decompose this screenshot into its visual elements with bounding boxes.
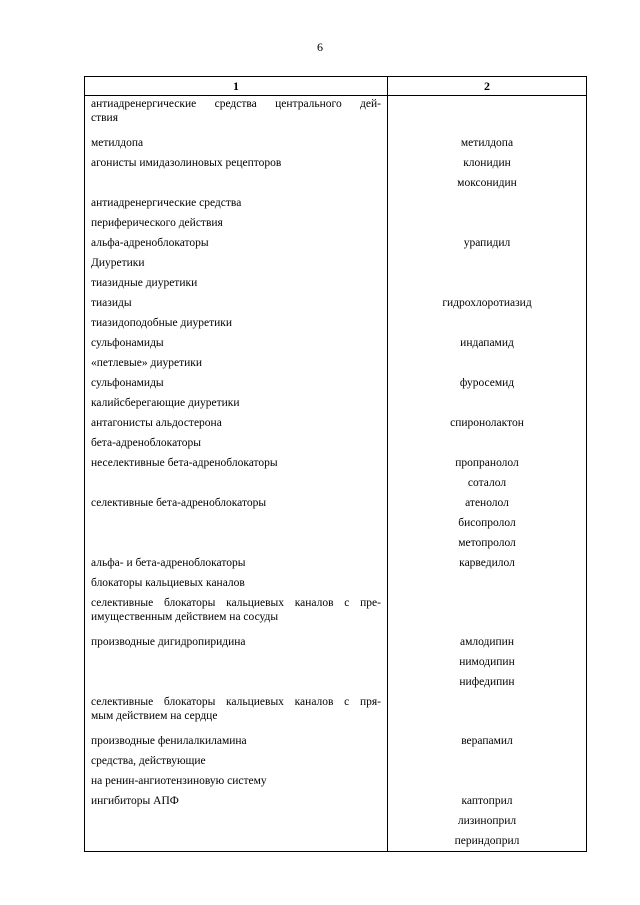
- table-row: [85, 493, 587, 513]
- category-cell: [85, 672, 388, 692]
- category-cell: [85, 213, 388, 233]
- category-cell: [85, 313, 388, 333]
- table-row: [85, 373, 587, 393]
- table-row: [85, 273, 587, 293]
- table-row: [85, 96, 587, 129]
- table-row: [85, 771, 587, 791]
- category-line: калийсберегающие диуретики: [91, 397, 240, 409]
- category-cell: [85, 791, 388, 811]
- table-row: [85, 173, 587, 193]
- category-line: селективные блокаторы кальциевых каналов с пре-: [91, 597, 381, 609]
- category-cell: [85, 413, 388, 433]
- category-cell: [85, 128, 388, 153]
- table-row: [85, 473, 587, 493]
- category-cell: [85, 353, 388, 373]
- table-row: [85, 751, 587, 771]
- page-number: 6: [317, 40, 323, 54]
- category-line: неселективные бета-адреноблокаторы: [91, 457, 278, 469]
- table-header-row: [85, 77, 587, 96]
- drug-name-cell: атенолол: [388, 493, 587, 513]
- drug-name-cell: моксонидин: [388, 173, 587, 193]
- table-row: [85, 413, 587, 433]
- table-row: [85, 627, 587, 652]
- table-row: [85, 692, 587, 726]
- category-cell: [85, 771, 388, 791]
- table-row: [85, 253, 587, 273]
- drug-table: [84, 76, 587, 852]
- category-cell: [85, 173, 388, 193]
- table-row: [85, 831, 587, 852]
- table-row: [85, 652, 587, 672]
- category-cell: [85, 373, 388, 393]
- category-line: бета-адреноблокаторы: [91, 437, 201, 449]
- drug-name-cell: [388, 593, 587, 627]
- drug-name-cell: клонидин: [388, 153, 587, 173]
- category-cell: [85, 573, 388, 593]
- drug-name-cell: [388, 253, 587, 273]
- drug-name-cell: спиронолактон: [388, 413, 587, 433]
- category-line: антиадренергические средства центрального дей-: [91, 98, 381, 110]
- category-cell: [85, 233, 388, 253]
- category-line: производные дигидропиридина: [91, 636, 246, 648]
- category-cell: [85, 293, 388, 313]
- category-line: альфа-адреноблокаторы: [91, 237, 209, 249]
- category-line: альфа- и бета-адреноблокаторы: [91, 557, 246, 569]
- category-line: мым действием на сердце: [91, 710, 218, 722]
- category-cell: [85, 253, 388, 273]
- category-line: селективные бета-адреноблокаторы: [91, 497, 267, 509]
- category-line: метилдопа: [91, 137, 144, 149]
- column-header-2: 2: [388, 77, 587, 96]
- drug-name-cell: каптоприл: [388, 791, 587, 811]
- category-line: производные фенилалкиламина: [91, 735, 247, 747]
- drug-name-cell: [388, 96, 587, 129]
- category-line: селективные блокаторы кальциевых каналов с пря-: [91, 696, 381, 708]
- category-cell: [85, 193, 388, 213]
- drug-name-cell: [388, 393, 587, 413]
- drug-name-cell: метилдопа: [388, 128, 587, 153]
- table-row: [85, 153, 587, 173]
- table-row: [85, 233, 587, 253]
- drug-name-cell: урапидил: [388, 233, 587, 253]
- table-row: [85, 293, 587, 313]
- category-cell: [85, 493, 388, 513]
- category-line: ингибиторы АПФ: [91, 795, 179, 807]
- drug-name-cell: [388, 692, 587, 726]
- category-cell: [85, 473, 388, 493]
- drug-name-cell: индапамид: [388, 333, 587, 353]
- category-cell: [85, 751, 388, 771]
- drug-name-cell: бисопролол: [388, 513, 587, 533]
- category-cell: [85, 96, 388, 129]
- table-row: [85, 453, 587, 473]
- drug-name-cell: метопролол: [388, 533, 587, 553]
- category-line: антиадренергические средства: [91, 197, 242, 209]
- table-row: [85, 533, 587, 553]
- column-header-1: 1: [85, 77, 388, 96]
- category-line: сульфонамиды: [91, 377, 164, 389]
- drug-name-cell: [388, 193, 587, 213]
- category-line: Диуретики: [91, 257, 145, 269]
- category-line: блокаторы кальциевых каналов: [91, 577, 245, 589]
- category-line: на ренин-ангиотензиновую систему: [91, 775, 267, 787]
- table-row: [85, 791, 587, 811]
- drug-name-cell: гидрохлоротиазид: [388, 293, 587, 313]
- table-row: [85, 333, 587, 353]
- category-cell: [85, 333, 388, 353]
- table-row: [85, 433, 587, 453]
- category-line: антагонисты альдостерона: [91, 417, 222, 429]
- category-cell: [85, 692, 388, 726]
- table-row: [85, 811, 587, 831]
- category-line: тиазидоподобные диуретики: [91, 317, 232, 329]
- drug-name-cell: лизиноприл: [388, 811, 587, 831]
- table-row: [85, 513, 587, 533]
- table-row: [85, 553, 587, 573]
- category-line: «петлевые» диуретики: [91, 357, 203, 369]
- drug-name-cell: [388, 433, 587, 453]
- table-row: [85, 593, 587, 627]
- category-cell: [85, 513, 388, 533]
- drug-name-cell: нимодипин: [388, 652, 587, 672]
- category-line: ствия: [91, 112, 119, 124]
- category-cell: [85, 553, 388, 573]
- category-line: имущественным действием на сосуды: [91, 611, 279, 623]
- drug-name-cell: [388, 751, 587, 771]
- drug-name-cell: [388, 213, 587, 233]
- drug-name-cell: соталол: [388, 473, 587, 493]
- drug-name-cell: нифедипин: [388, 672, 587, 692]
- table-row: [85, 726, 587, 751]
- table-row: [85, 353, 587, 373]
- drug-name-cell: периндоприл: [388, 831, 587, 852]
- category-line: средства, действующие: [91, 755, 206, 767]
- category-line: тиазидные диуретики: [91, 277, 198, 289]
- category-cell: [85, 433, 388, 453]
- category-line: сульфонамиды: [91, 337, 164, 349]
- drug-name-cell: амлодипин: [388, 627, 587, 652]
- category-cell: [85, 593, 388, 627]
- drug-name-cell: карведилол: [388, 553, 587, 573]
- category-cell: [85, 273, 388, 293]
- category-line: тиазиды: [91, 297, 132, 309]
- table-row: [85, 193, 587, 213]
- table-row: [85, 393, 587, 413]
- table-row: [85, 672, 587, 692]
- category-cell: [85, 831, 388, 852]
- category-line: периферического действия: [91, 217, 223, 229]
- category-cell: [85, 811, 388, 831]
- category-cell: [85, 533, 388, 553]
- category-cell: [85, 726, 388, 751]
- category-cell: [85, 627, 388, 652]
- category-cell: [85, 393, 388, 413]
- table-body: [85, 96, 587, 852]
- drug-name-cell: верапамил: [388, 726, 587, 751]
- drug-name-cell: [388, 353, 587, 373]
- table-row: [85, 128, 587, 153]
- table-row: [85, 573, 587, 593]
- drug-name-cell: [388, 771, 587, 791]
- category-cell: [85, 652, 388, 672]
- category-cell: [85, 453, 388, 473]
- table-row: [85, 213, 587, 233]
- drug-name-cell: пропранолол: [388, 453, 587, 473]
- drug-name-cell: [388, 273, 587, 293]
- drug-name-cell: фуросемид: [388, 373, 587, 393]
- table-row: [85, 313, 587, 333]
- drug-name-cell: [388, 313, 587, 333]
- drug-name-cell: [388, 573, 587, 593]
- category-line: агонисты имидазолиновых рецепторов: [91, 157, 282, 169]
- category-cell: [85, 153, 388, 173]
